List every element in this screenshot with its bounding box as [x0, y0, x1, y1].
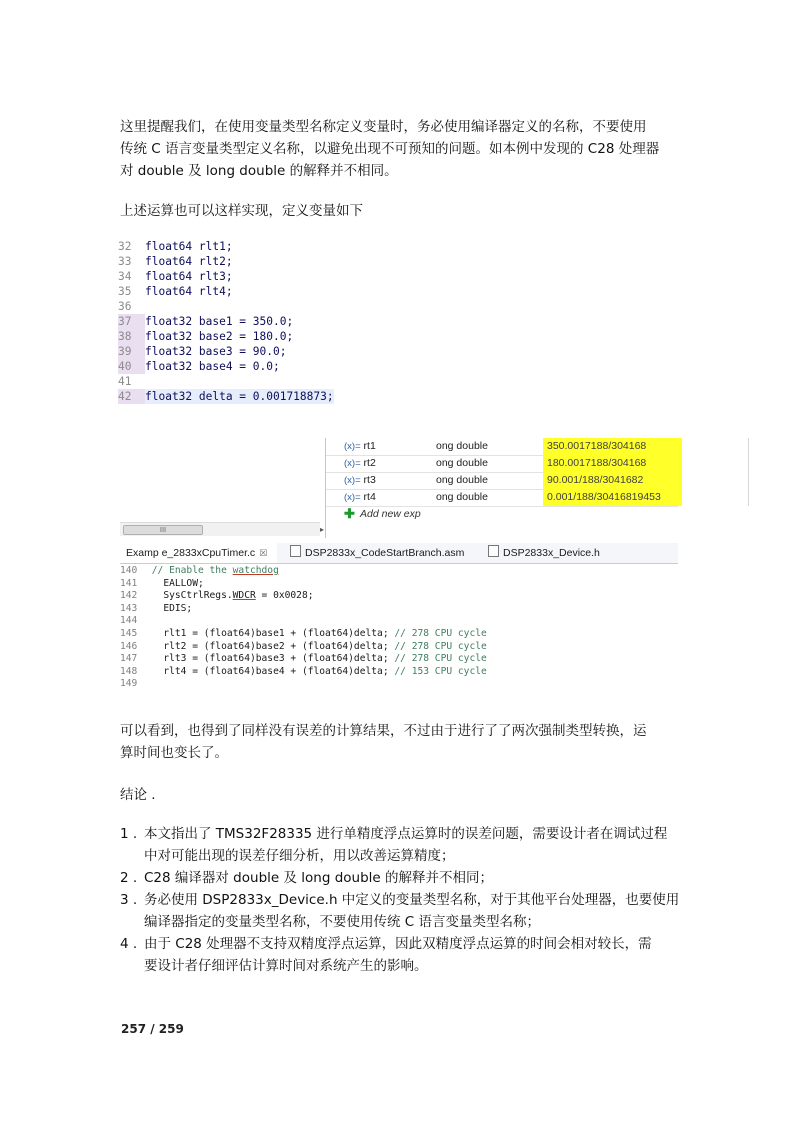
list-item-line: 要设计者仔细评估计算时间对系统产生的影响。: [144, 958, 428, 974]
intro-line: 这里提醒我们，在使用变量类型名称定义变量时，务必使用编译器定义的名称，不要使用: [120, 119, 647, 135]
expression-type: ong double: [436, 491, 488, 503]
code-comment: // 153 CPU cycle: [394, 665, 487, 677]
expression-value[interactable]: 0.001/188/30416819453: [543, 489, 682, 506]
line-number: 40: [118, 359, 145, 374]
code-comment: // 278 CPU cycle: [394, 640, 487, 652]
code-text: rlt2 = (float64)base2 + (float64)delta;: [146, 640, 395, 652]
editor-code-line: [120, 565, 487, 578]
line-number: 37: [118, 314, 145, 329]
expression-value[interactable]: 180.0017188/304168: [543, 455, 682, 472]
line-number: 144: [120, 615, 138, 627]
line-number: 41: [118, 375, 132, 388]
add-new-expression-label: Add new exp: [360, 508, 421, 520]
line-number: 35: [118, 285, 132, 298]
code-text: float64 rlt1;: [145, 240, 233, 253]
code-line: [118, 329, 334, 344]
plus-icon: ✚: [344, 506, 355, 521]
line-number: 141: [120, 577, 138, 589]
line-number: 142: [120, 590, 138, 602]
conclusion-heading: [120, 784, 680, 806]
code-text: = 0x0028;: [255, 590, 314, 602]
expression-name: [344, 455, 376, 472]
scroll-right-arrow-icon[interactable]: ▸: [319, 525, 324, 534]
code-line: [118, 254, 334, 269]
tab-code-start-branch-label: DSP2833x_CodeStartBranch.asm: [305, 547, 465, 559]
code-text: float32 base2 = 180.0;: [145, 330, 294, 343]
result-line: 可以看到，也得到了同样没有误差的计算结果，不过由于进行了了两次强制类型转换，运: [120, 723, 647, 739]
result-line: 算时间也变长了。: [120, 745, 228, 761]
line-number: 39: [118, 344, 145, 359]
variable-definition-code: [118, 239, 334, 404]
tab-code-start-branch[interactable]: [290, 543, 464, 563]
code-line: [118, 344, 334, 359]
editor-code-line: [120, 666, 487, 679]
column-separator: [748, 489, 749, 506]
code-text-underlined: watchdog: [232, 565, 279, 576]
list-item-line: 本文指出了 TMS32F28335 进行单精度浮点运算时的误差问题，需要设计者在调试过程: [144, 826, 668, 842]
header-file-icon: [488, 545, 499, 557]
editor-code: [120, 565, 487, 691]
line-number: 148: [120, 665, 138, 677]
line-number: 149: [120, 678, 138, 690]
list-number: 1 .: [120, 826, 138, 842]
line-number: 147: [120, 653, 138, 665]
intro-line: 对 double 及 long double 的解释并不相同。: [120, 163, 398, 179]
code-line: [118, 284, 334, 299]
code-editor-screenshot: [120, 543, 678, 691]
line-number: 34: [118, 270, 132, 283]
line-number: 42: [118, 389, 145, 404]
tab-device-h-label: DSP2833x_Device.h: [503, 547, 600, 559]
expression-type: ong double: [436, 474, 488, 486]
line-number: 33: [118, 255, 132, 268]
code-text: EALLOW;: [146, 577, 204, 589]
code-text: rlt4 = (float64)base4 + (float64)delta;: [146, 665, 395, 677]
close-tab-icon[interactable]: ☒: [259, 548, 268, 558]
editor-code-line: [120, 653, 487, 666]
code-text: float64 rlt2;: [145, 255, 233, 268]
code-text: rlt1 = (float64)base1 + (float64)delta;: [146, 627, 395, 639]
line-number: 143: [120, 602, 138, 614]
variable-icon: (x)=: [344, 492, 361, 503]
code-text: // Enable the: [146, 565, 233, 576]
conclusion-title: 结论 .: [120, 787, 156, 803]
list-item: [120, 867, 680, 889]
intro-line: 传统 C 语言变量类型定义名称，以避免出现不可预知的问题。如本例中发现的 C28 处理器: [120, 141, 660, 157]
editor-code-line: [120, 578, 487, 591]
expression-name: [344, 438, 376, 455]
code-text: float32 base4 = 0.0;: [145, 360, 280, 373]
expression-name-text: rt4: [363, 491, 376, 503]
expression-name: [344, 472, 376, 489]
expression-type: ong double: [436, 457, 488, 469]
line-number: 38: [118, 329, 145, 344]
page-number: 257 / 259: [121, 1022, 184, 1036]
variable-icon: (x)=: [344, 458, 361, 469]
code-text: rlt3 = (float64)base3 + (float64)delta;: [146, 653, 395, 665]
scrollbar-thumb[interactable]: III: [123, 525, 203, 535]
code-line: [118, 299, 334, 314]
editor-code-line: [120, 641, 487, 654]
list-item: [120, 889, 680, 933]
code-line: [118, 389, 334, 404]
editor-code-line: [120, 615, 487, 628]
conclusion-list: [120, 823, 680, 977]
list-number: 3 .: [120, 892, 138, 908]
code-text: SysCtrlRegs.: [146, 590, 233, 602]
list-item-line: 中对可能出现的误差仔细分析，用以改善运算精度；: [144, 848, 455, 864]
code-line: [118, 314, 334, 329]
list-item-line: 编译器指定的变量类型名称，不要使用传统 C 语言变量类型名称；: [144, 914, 541, 930]
editor-code-line: [120, 603, 487, 616]
line-number: 36: [118, 300, 132, 313]
editor-code-line: [120, 628, 487, 641]
code-line: [118, 359, 334, 374]
variable-icon: (x)=: [344, 475, 361, 486]
code-comment: // 278 CPU cycle: [394, 627, 487, 639]
asm-file-icon: [290, 545, 301, 557]
list-item-line: 务必使用 DSP2833x_Device.h 中定义的变量类型名称，对于其他平台处理器，也要使用: [144, 892, 680, 908]
line-number: 146: [120, 640, 138, 652]
code-text: float32 delta = 0.001718873;: [145, 390, 334, 403]
line-number: 140: [120, 565, 138, 576]
column-separator: [748, 455, 749, 472]
expression-name-text: rt3: [363, 474, 376, 486]
list-item: [120, 823, 680, 867]
alt-intro-line: 上述运算也可以这样实现，定义变量如下: [120, 203, 363, 219]
line-number: 145: [120, 627, 138, 639]
code-line: [118, 239, 334, 254]
variable-icon: (x)=: [344, 441, 361, 452]
result-paragraph: [120, 720, 680, 764]
line-number: 32: [118, 240, 132, 253]
list-item: [120, 933, 680, 977]
expression-value[interactable]: 350.0017188/304168: [543, 438, 682, 455]
editor-tab-bar: [120, 543, 678, 564]
code-comment: // 278 CPU cycle: [394, 653, 487, 665]
list-number: 2 .: [120, 870, 138, 886]
code-text: float64 rlt4;: [145, 285, 233, 298]
column-separator: [748, 438, 749, 455]
code-text-underlined: WDCR: [232, 590, 256, 602]
expression-row[interactable]: [326, 438, 678, 456]
expression-type: ong double: [436, 440, 488, 452]
code-line: [118, 269, 334, 284]
expression-name-text: rt1: [363, 440, 376, 452]
editor-code-line: [120, 678, 487, 691]
intro-paragraph: [120, 116, 680, 182]
expression-row[interactable]: [326, 489, 678, 507]
code-text: float32 base3 = 90.0;: [145, 345, 287, 358]
code-text: float32 base1 = 350.0;: [145, 315, 294, 328]
editor-code-line: [120, 590, 487, 603]
expression-name-text: rt2: [363, 457, 376, 469]
code-text: EDIS;: [146, 602, 193, 614]
list-item-line: C28 编译器对 double 及 long double 的解释并不相同；: [144, 870, 494, 886]
column-separator: [748, 472, 749, 489]
tab-cpu-timer-label: Examp e_2833xCpuTimer.c: [126, 547, 256, 559]
list-item-line: 由于 C28 处理器不支持双精度浮点运算，因此双精度浮点运算的时间会相对较长，需: [144, 936, 652, 952]
add-new-expression-row[interactable]: [326, 506, 678, 523]
list-number: 4 .: [120, 936, 138, 952]
horizontal-scrollbar[interactable]: [120, 522, 324, 536]
expression-name: [344, 489, 376, 506]
expression-row[interactable]: [326, 455, 678, 473]
code-line: [118, 374, 334, 389]
code-text: float64 rlt3;: [145, 270, 233, 283]
expression-value[interactable]: 90.001/188/3041682: [543, 472, 682, 489]
alt-intro-paragraph: [120, 200, 680, 222]
expressions-view-screenshot: [120, 438, 678, 538]
tab-device-h[interactable]: [488, 543, 600, 563]
tab-cpu-timer[interactable]: [120, 543, 277, 563]
expression-row[interactable]: [326, 472, 678, 490]
